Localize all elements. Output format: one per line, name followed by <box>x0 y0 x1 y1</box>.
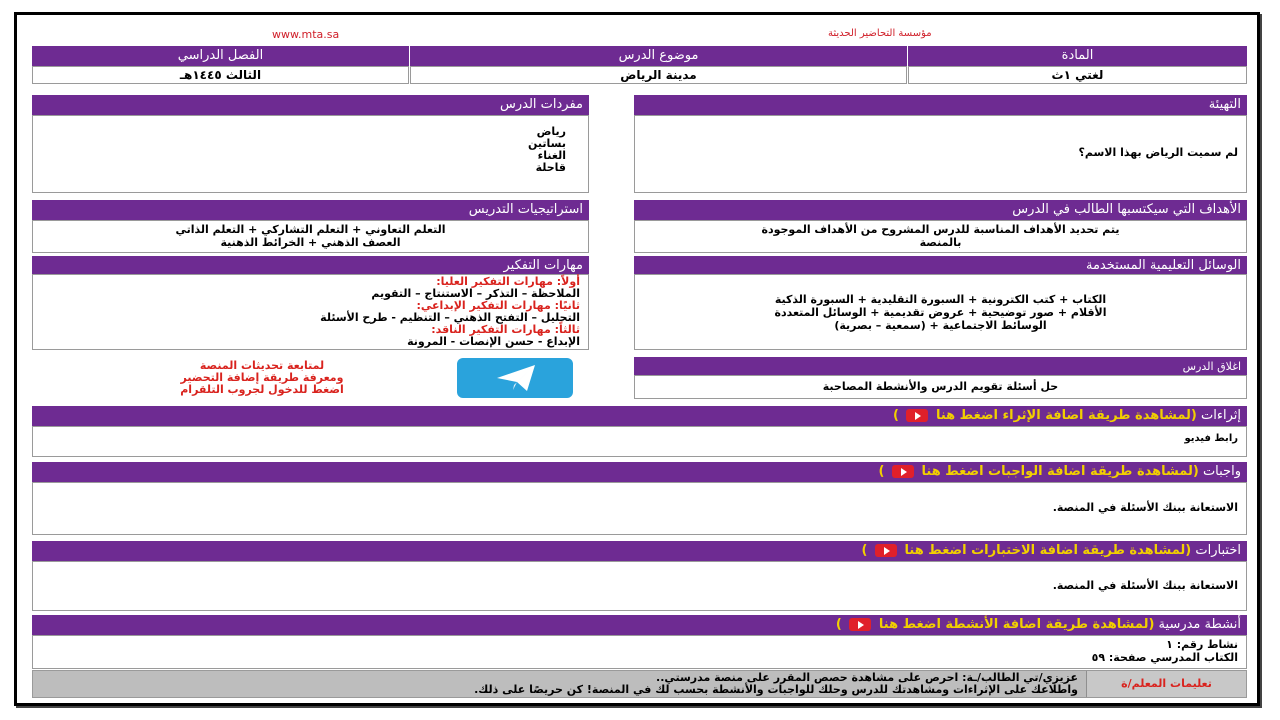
tools-line: الكتاب + كتب الكترونية + السبورة التقليدية + السبورة الذكية <box>774 293 1107 306</box>
teacher-label: تعليمات المعلم/ة <box>1086 671 1246 697</box>
topic-value: مدينة الرياض <box>410 66 907 84</box>
thinking-heading-1: أولاً: مهارات التفكير العليا: <box>436 275 580 288</box>
strategies-title: استراتيجيات التدريس <box>32 200 589 220</box>
youtube-icon[interactable] <box>875 544 897 557</box>
closing-text: حل أسئلة تقويم الدرس والأنشطة المصاحبة <box>822 380 1059 393</box>
teacher-text <box>38 672 1078 696</box>
vocab-item: رياض <box>536 125 566 138</box>
homework-title <box>32 462 1247 482</box>
homework-close: ) <box>878 464 885 479</box>
youtube-icon[interactable] <box>906 409 928 422</box>
teacher-instructions <box>32 670 1247 698</box>
semester-header: الفصل الدراسي <box>32 46 409 66</box>
thinking-line-3: الإبداع - حسن الإنصات - المرونة <box>407 335 580 348</box>
enrichment-link-text: (لمشاهدة طريقة اضافة الإثراء اضغط هنا <box>935 408 1197 423</box>
intro-box <box>634 115 1247 193</box>
homework-title-main: واجبات <box>1202 464 1241 479</box>
objectives-box <box>634 220 1247 253</box>
tools-title: الوسائل التعليمية المستخدمة <box>634 256 1247 276</box>
semester-value: الثالث ١٤٤٥هـ <box>32 66 409 84</box>
activities-link[interactable] <box>836 617 1155 632</box>
telegram-button[interactable] <box>457 358 573 398</box>
thinking-line-1: الملاحظة – التذكر – الاستنتاج – التقويم <box>371 287 580 300</box>
vocab-item: قاحلة <box>535 161 566 174</box>
strategies-box <box>32 220 589 253</box>
enrichment-title-main: إثراءات <box>1201 408 1241 423</box>
thinking-box <box>32 274 589 350</box>
intro-text: لم سميت الرياض بهذا الاسم؟ <box>1078 146 1238 159</box>
activities-close: ) <box>835 617 842 632</box>
enrichment-link[interactable] <box>893 408 1197 423</box>
enrichment-close: ) <box>892 408 899 423</box>
closing-box <box>634 375 1247 399</box>
video-link[interactable]: رابط فيديو <box>1184 433 1238 444</box>
intro-title: التهيئة <box>634 95 1247 115</box>
enrichment-title <box>32 406 1247 426</box>
paper-plane-icon <box>457 358 573 398</box>
objectives-title: الأهداف التي سيكتسبها الطالب في الدرس <box>634 200 1247 220</box>
enrichment-box <box>32 426 1247 457</box>
teacher-line: واطلاعك على الإثراءات ومشاهدتك للدرس وحلك للواجبات والأنشطة بحسب لك في المنصة! كن حريصًا على ذلك. <box>474 683 1078 696</box>
tests-link[interactable] <box>862 543 1192 558</box>
telegram-line: لمتابعة تحديثات المنصة <box>199 359 325 372</box>
tests-link-text: (لمشاهدة طريقة اضافة الاختبارات اضغط هنا <box>904 543 1192 558</box>
telegram-line: اضغط للدخول لجروب التلقرام <box>180 383 344 396</box>
vocab-item: بساتين <box>528 137 566 150</box>
strategies-line: العصف الذهني + الخرائط الذهنية <box>220 236 401 249</box>
activities-box <box>32 635 1247 669</box>
vocab-item: الغناء <box>537 149 566 162</box>
tests-close: ) <box>861 543 868 558</box>
tests-title-main: اختبارات <box>1195 543 1241 558</box>
homework-box <box>32 482 1247 535</box>
tests-title <box>32 541 1247 561</box>
thinking-line-2: التحليل – التفتح الذهني – التنظيم - طرح الأسئلة <box>320 311 580 324</box>
youtube-icon[interactable] <box>892 465 914 478</box>
tests-box <box>32 561 1247 611</box>
activities-link-text: (لمشاهدة طريقة اضافة الأنشطة اضغط هنا <box>878 617 1155 632</box>
vocab-box <box>32 115 589 193</box>
homework-text: الاستعانة ببنك الأسئلة في المنصة. <box>1052 501 1238 514</box>
tests-text: الاستعانة ببنك الأسئلة في المنصة. <box>1052 579 1238 592</box>
activities-title-main: أنشطة مدرسية <box>1158 617 1241 632</box>
tools-line: الأقلام + صور توضيحية + عروض تقديمية + الوسائل المتعددة <box>774 306 1107 319</box>
topic-header: موضوع الدرس <box>410 46 907 66</box>
closing-title: اغلاق الدرس <box>634 357 1247 377</box>
thinking-heading-2: ثانيًا: مهارات التفكير الإبداعي: <box>416 299 580 312</box>
homework-link-text: (لمشاهدة طريقة اضافة الواجبات اضغط هنا <box>921 464 1199 479</box>
teacher-line: عزيزي/تي الطالب/ـة: احرص على مشاهدة حصص المقرر على منصة مدرستي.. <box>656 671 1078 684</box>
youtube-icon[interactable] <box>849 618 871 631</box>
tools-box <box>634 274 1247 350</box>
objectives-line: بالمنصة <box>919 236 962 249</box>
telegram-promo[interactable] <box>112 360 412 396</box>
activity-number: نشاط رقم: ١ <box>1166 638 1238 651</box>
homework-link[interactable] <box>879 464 1199 479</box>
activities-title <box>32 615 1247 635</box>
thinking-heading-3: ثالثاً: مهارات التفكير الناقد: <box>431 323 580 336</box>
telegram-line: ومعرفة طريقة إضافة التحضير <box>180 371 344 384</box>
subject-header: المادة <box>908 46 1247 66</box>
activity-page: الكتاب المدرسي صفحة: ٥٩ <box>1091 651 1238 664</box>
strategies-line: التعلم التعاوني + التعلم التشاركي + التعلم الذاتي <box>175 223 446 236</box>
vocab-title: مفردات الدرس <box>32 95 589 115</box>
subject-value: لغتي ١ث <box>908 66 1247 84</box>
tools-line: (سمعية – بصرية) + الوسائط الاجتماعية <box>834 319 1047 332</box>
thinking-title: مهارات التفكير <box>32 256 589 276</box>
objectives-line: يتم تحديد الأهداف المناسبة للدرس المشروح من الأهداف الموجودة <box>761 223 1120 236</box>
org-name: مؤسسة التحاضير الحديثة <box>828 28 932 39</box>
website-link[interactable]: www.mta.sa <box>272 28 340 41</box>
